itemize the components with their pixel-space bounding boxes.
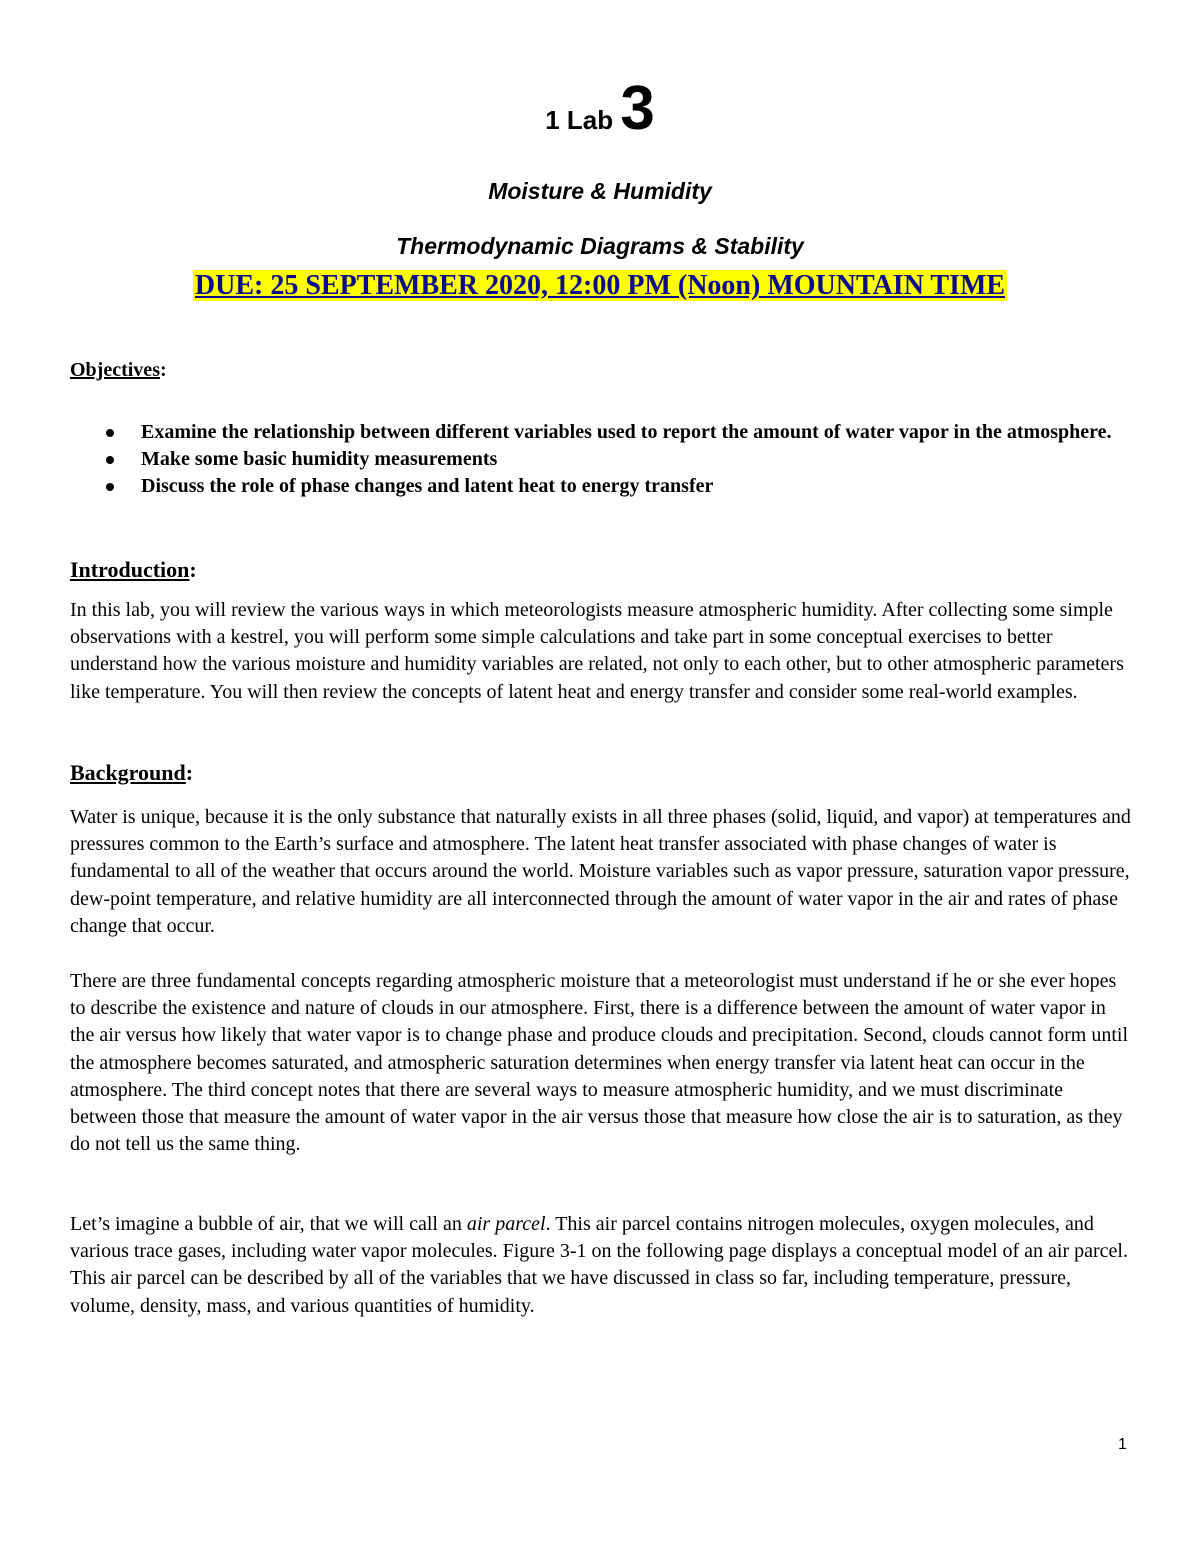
air-parcel-term: air parcel — [466, 1213, 546, 1235]
subtitle-moisture: Moisture & Humidity — [488, 178, 712, 204]
objective-item-text: Examine the relationship between different variables used to report the amount of water vapor in the atmosphere. — [141, 421, 1112, 443]
objectives-heading: Objectives: — [70, 359, 167, 381]
objectives-list — [70, 419, 1130, 500]
bullet-icon — [106, 483, 114, 491]
objectives-heading-text: Objectives — [70, 359, 160, 381]
background-heading-text: Background — [70, 760, 186, 785]
objective-item-text: Discuss the role of phase changes and latent heat to energy transfer — [141, 475, 714, 497]
introduction-paragraph: In this lab, you will review the various ways in which meteorologists measure atmospheric humidity. After collecting some simple observations with a kestrel, you will perform some simple calculations and take part in some conceptual exercises to better understand how the various moisture and humidity variables are related, not only to each other, but to other atmospheric parameters like temperature. You will then review the concepts of latent heat and energy transfer and consider some real-world examples. — [70, 599, 1124, 703]
lab-title-number: 3 — [620, 74, 655, 143]
background-paragraph-3 — [70, 1211, 1134, 1320]
objective-item-text: Make some basic humidity measurements — [141, 448, 498, 470]
due-date-banner — [0, 270, 1200, 302]
background-paragraph-2: There are three fundamental concepts regarding atmospheric moisture that a meteorologist must understand if he or she ever hopes to describe the existence and nature of clouds in our atmosphere. First, there is a difference between the amount of water vapor in the air versus how likely that water vapor is to change phase and produce clouds and precipitation. Second, clouds cannot form until the atmosphere becomes saturated, and atmospheric saturation determines when energy transfer via latent heat can occur in the atmosphere. The third concept notes that there are several ways to measure atmospheric humidity, and we must discriminate between those that measure the amount of water vapor in the air versus those that measure how close the air is to saturation, as they do not tell us the same thing. — [70, 970, 1129, 1156]
objective-item — [70, 446, 1130, 473]
due-date-text: DUE: 25 SEPTEMBER 2020, 12:00 PM (Noon) MOUNTAIN TIME — [194, 270, 1006, 301]
paragraph-3-end: . This air parcel contains nitrogen molecules, oxygen molecules, and various trace gases, including water vapor molecules. Figure 3-1 on the following page displays a conceptual model of an air parcel. This air parcel can be described by all of the variables that we have discussed in class so far, including temperature, pressure, volume, density, mass, and various quantities of humidity. — [70, 1213, 1128, 1317]
introduction-heading-text: Introduction — [70, 557, 190, 582]
paragraph-3-start: Let’s imagine a bubble of air, that we will call an — [70, 1213, 467, 1235]
lab-title-prefix: 1 Lab — [545, 105, 621, 135]
lab-title — [0, 74, 1200, 143]
background-paragraph-1: Water is unique, because it is the only substance that naturally exists in all three phases (solid, liquid, and vapor) at temperatures and pressures common to the Earth’s surface and atmosphere. The latent heat transfer associated with phase changes of water is fundamental to all of the weather that occurs around the world. Moisture variables such as vapor pressure, saturation vapor pressure, dew-point temperature, and relative humidity are all interconnected through the amount of water vapor in the air and rates of phase change that occur. — [70, 806, 1131, 937]
background-heading: Background: — [70, 760, 194, 785]
objective-item — [70, 473, 1130, 500]
bullet-icon — [106, 429, 114, 437]
bullet-icon — [106, 456, 114, 464]
introduction-heading: Introduction: — [70, 557, 197, 582]
subtitle-thermodynamic: Thermodynamic Diagrams & Stability — [396, 233, 804, 259]
objective-item — [70, 419, 1130, 446]
page-number: 1 — [1118, 1436, 1127, 1453]
